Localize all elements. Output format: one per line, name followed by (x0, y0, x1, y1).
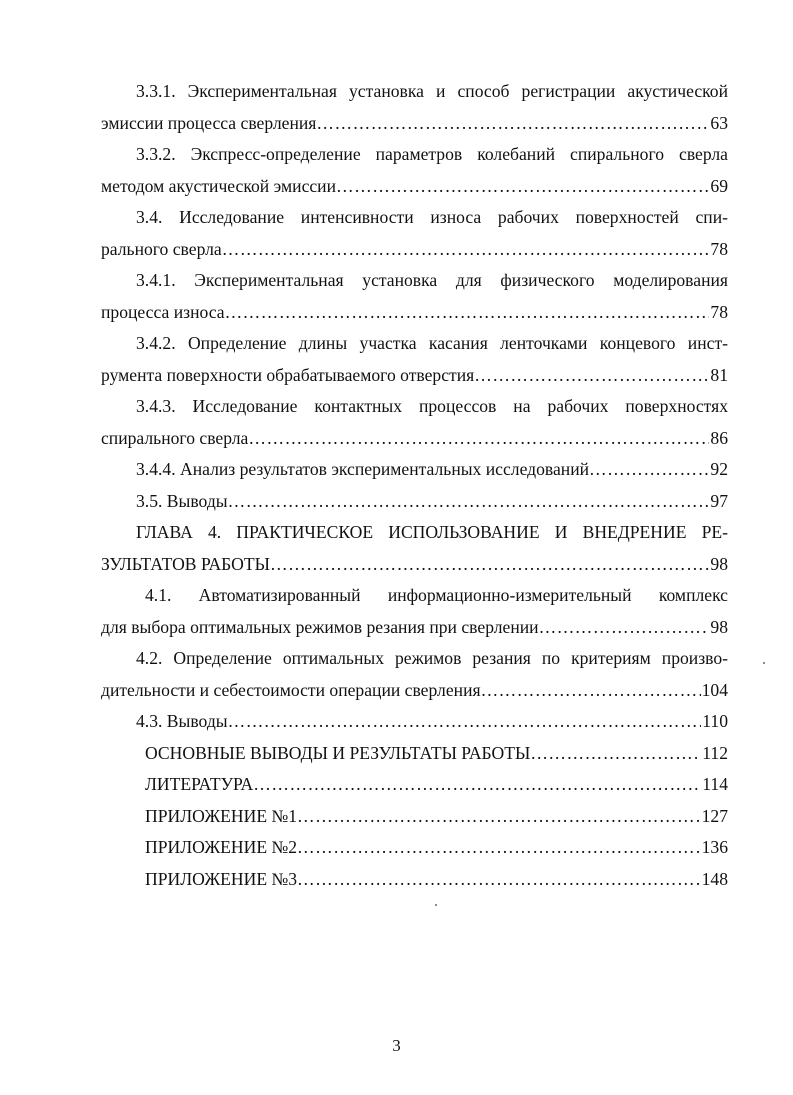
dot-leader (474, 360, 709, 392)
toc-entry-title-continued: методом акустической эмиссии (101, 175, 337, 196)
dot-leader (225, 297, 710, 329)
toc-page-number: 78 (710, 301, 728, 322)
toc-entry-4-3 (101, 706, 728, 738)
dot-leader (297, 801, 701, 833)
toc-page-number: 136 (701, 837, 728, 857)
toc-entry-title-continued: эмиссии процесса сверления (101, 112, 317, 133)
toc-entry-3-4-4 (101, 454, 728, 486)
toc-page-number: 63 (710, 112, 728, 133)
dot-leader (481, 675, 701, 707)
toc-entry-3-3-1 (101, 76, 728, 139)
toc-entry-title-continued: дительности и себестоимости операции сверления (101, 679, 481, 700)
table-of-contents (101, 76, 728, 895)
toc-chapter-4 (101, 517, 728, 580)
dot-leader (222, 234, 710, 266)
toc-page-number: 86 (710, 427, 728, 448)
toc-entry-appendix-3 (101, 864, 728, 896)
toc-entry-title: 4.1. Автоматизированный информационно-измерительный комплекс (145, 585, 728, 605)
toc-entry-3-4-3 (101, 391, 728, 454)
toc-entry-title: 3.4. Исследование интенсивности износа рабочих поверхностей спи- (136, 207, 728, 227)
dot-leader (253, 769, 701, 801)
dot-leader (336, 171, 709, 203)
toc-entry-title: 3.3.1. Экспериментальная установка и способ регистрации акустической (136, 81, 728, 101)
toc-page-number: 112 (702, 742, 728, 763)
toc-entry-4-2 (101, 643, 728, 706)
toc-entry-title: 4.3. Выводы (136, 711, 228, 731)
toc-entry-4-1 (101, 580, 728, 643)
toc-page-number: 114 (702, 774, 728, 794)
toc-chapter-title: ГЛАВА 4. ПРАКТИЧЕСКОЕ ИСПОЛЬЗОВАНИЕ И ВНЕДРЕНИЕ РЕ- (136, 522, 728, 542)
scan-speck (435, 904, 437, 906)
toc-entry-title-continued: для выбора оптимальных режимов резания при сверлении (101, 616, 539, 637)
toc-entry-title-continued: румента поверхности обрабатываемого отверстия (101, 364, 475, 385)
toc-entry-title-continued: рального сверла (101, 238, 222, 259)
toc-entry-3-5 (101, 486, 728, 518)
dot-leader (248, 423, 709, 455)
toc-page-number: 148 (701, 868, 728, 889)
toc-entry-title: 3.3.2. Экспресс-определение параметров колебаний спирального сверла (136, 144, 728, 164)
toc-entry-3-4-1 (101, 265, 728, 328)
dot-leader (539, 612, 710, 644)
toc-entry-appendix-1 (101, 801, 728, 833)
toc-entry-3-4-2 (101, 328, 728, 391)
toc-entry-3-4 (101, 202, 728, 265)
toc-page-number: 97 (710, 490, 728, 511)
toc-entry-title: 3.4.3. Исследование контактных процессов на рабочих поверхностях (136, 396, 728, 416)
toc-entry-title: 3.4.1. Экспериментальная установка для физического моделирования (136, 270, 728, 290)
toc-page-number: 78 (710, 238, 728, 259)
toc-entry-3-3-2 (101, 139, 728, 202)
toc-page-number: 92 (710, 459, 728, 479)
page-number: 3 (392, 1036, 401, 1055)
toc-entry-title: ПРИЛОЖЕНИЕ №2 (145, 837, 298, 857)
toc-entry-title: 3.5. Выводы (136, 490, 228, 511)
dot-leader (228, 486, 710, 518)
toc-entry-title: ПРИЛОЖЕНИЕ №1 (145, 805, 298, 826)
toc-page-number: 104 (701, 679, 728, 700)
toc-page-number: 98 (710, 553, 728, 574)
toc-chapter-title-continued: ЗУЛЬТАТОВ РАБОТЫ (101, 553, 270, 574)
toc-page-number: 81 (710, 364, 728, 385)
dot-leader (270, 549, 709, 581)
dot-leader (228, 706, 702, 738)
toc-entry-title: 4.2. Определение оптимальных режимов резания по критериям произво- (136, 648, 728, 668)
toc-page-number: 110 (702, 711, 728, 731)
toc-entry-title: ПРИЛОЖЕНИЕ №3 (145, 868, 298, 889)
toc-page-number: 69 (710, 175, 728, 196)
toc-entry-title-continued: процесса износа (101, 301, 225, 322)
toc-page-number: 98 (710, 616, 728, 637)
toc-entry-title: ЛИТЕРАТУРА (145, 774, 254, 794)
dot-leader (297, 864, 701, 896)
dot-leader (316, 108, 709, 140)
toc-entry-appendix-2 (101, 832, 728, 864)
dot-leader (589, 454, 709, 486)
toc-entry-title-continued: спирального сверла (101, 427, 249, 448)
scan-speck (763, 662, 765, 664)
toc-entry-title: ОСНОВНЫЕ ВЫВОДЫ И РЕЗУЛЬТАТЫ РАБОТЫ (145, 742, 531, 763)
dot-leader (297, 832, 701, 864)
toc-entry-literature (101, 769, 728, 801)
toc-entry-title: 3.4.2. Определение длины участка касания ленточками концевого инст- (136, 333, 728, 353)
dot-leader (530, 738, 701, 770)
toc-page-number: 127 (701, 805, 728, 826)
toc-entry-conclusions (101, 738, 728, 770)
toc-entry-title: 3.4.4. Анализ результатов экспериментальных исследований (136, 459, 590, 479)
